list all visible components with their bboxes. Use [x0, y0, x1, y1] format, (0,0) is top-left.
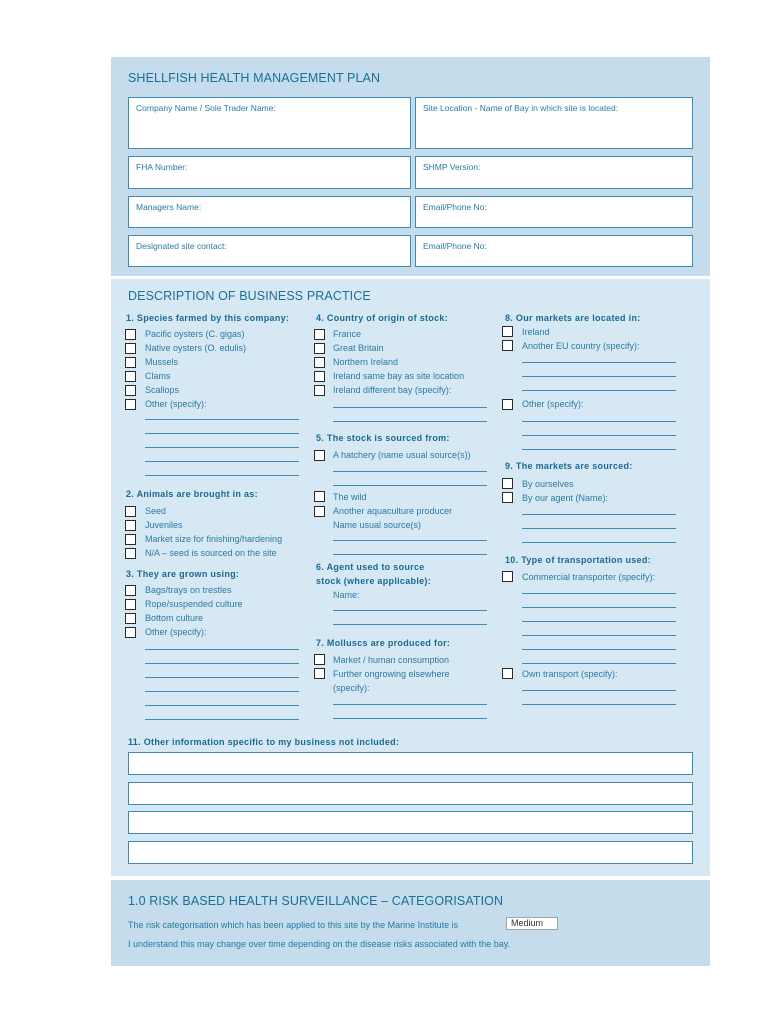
country-other-line[interactable] — [333, 421, 487, 422]
risk-section-title: 1.0 RISK BASED HEALTH SURVEILLANCE – CATEGORISATION — [128, 894, 504, 908]
grown-checkbox[interactable] — [125, 613, 136, 624]
country-option: France — [333, 329, 362, 339]
species-checkbox[interactable] — [125, 385, 136, 396]
country-option: Northern Ireland — [333, 357, 399, 367]
species-other-line[interactable] — [145, 475, 299, 476]
country-checkbox[interactable] — [314, 357, 325, 368]
country-checkbox[interactable] — [314, 385, 325, 396]
grown-option: Other (specify): — [145, 627, 207, 637]
grown-checkbox[interactable] — [125, 599, 136, 610]
agent-name-label: Name: — [333, 590, 360, 600]
risk-category-field[interactable]: Medium — [506, 917, 558, 930]
animals-checkbox[interactable] — [125, 506, 136, 517]
species-option: Scallops — [145, 385, 180, 395]
markets-heading: 8. Our markets are located in: — [505, 313, 641, 323]
animals-heading: 2. Animals are brought in as: — [126, 489, 258, 499]
business-section-title: DESCRIPTION OF BUSINESS PRACTICE — [128, 289, 371, 303]
produced-option: Further ongrowing elsewhere — [333, 669, 450, 679]
eu-option: Another EU country (specify): — [522, 341, 640, 351]
markets-other-checkbox[interactable] — [502, 399, 513, 410]
grown-checkbox[interactable] — [125, 585, 136, 596]
grown-option: Rope/suspended culture — [145, 599, 243, 609]
country-heading: 4. Country of origin of stock: — [316, 313, 448, 323]
produced-checkbox[interactable] — [314, 654, 325, 665]
produced-specify-label: (specify): — [333, 683, 370, 693]
species-other-line[interactable] — [145, 461, 299, 462]
eu-line[interactable] — [522, 362, 676, 363]
shmp-version-field[interactable]: SHMP Version: — [415, 156, 693, 189]
producer-line[interactable] — [333, 540, 487, 541]
eu-line[interactable] — [522, 376, 676, 377]
species-option: Pacific oysters (C. gigas) — [145, 329, 245, 339]
own-transport-line[interactable] — [522, 704, 676, 705]
agent-name-line[interactable] — [522, 528, 676, 529]
produced-checkbox[interactable] — [314, 668, 325, 679]
markets-other-line[interactable] — [522, 435, 676, 436]
species-other-line[interactable] — [145, 419, 299, 420]
produced-line[interactable] — [333, 704, 487, 705]
other-info-field[interactable] — [128, 841, 693, 864]
grown-option: Bags/trays on trestles — [145, 585, 232, 595]
animals-option: N/A – seed is sourced on the site — [145, 548, 277, 558]
country-other-line[interactable] — [333, 407, 487, 408]
grown-other-line[interactable] — [145, 705, 299, 706]
hatchery-checkbox[interactable] — [314, 450, 325, 461]
producer-checkbox[interactable] — [314, 506, 325, 517]
risk-surveillance-panel — [111, 880, 710, 966]
commercial-transport-checkbox[interactable] — [502, 571, 513, 582]
produced-line[interactable] — [333, 718, 487, 719]
grown-other-line[interactable] — [145, 719, 299, 720]
risk-statement: The risk categorisation which has been applied to this site by the Marine Institute is — [128, 920, 459, 930]
grown-checkbox[interactable] — [125, 627, 136, 638]
markets-other-option: Other (specify): — [522, 399, 584, 409]
animals-option: Juveniles — [145, 520, 183, 530]
agent-line[interactable] — [333, 610, 487, 611]
commercial-transport-option: Commercial transporter (specify): — [522, 572, 656, 582]
producer-sub-label: Name usual source(s) — [333, 520, 422, 530]
species-option: Clams — [145, 371, 171, 381]
other-info-heading: 11. Other information specific to my business not included: — [128, 737, 400, 747]
producer-line[interactable] — [333, 554, 487, 555]
species-checkbox[interactable] — [125, 371, 136, 382]
markets-other-line[interactable] — [522, 449, 676, 450]
animals-option: Seed — [145, 506, 167, 516]
transport-heading: 10. Type of transportation used: — [505, 555, 651, 565]
commercial-transport-line[interactable] — [522, 663, 676, 664]
country-option: Great Britain — [333, 343, 384, 353]
other-info-field[interactable] — [128, 752, 693, 775]
animals-option: Market size for finishing/hardening — [145, 534, 283, 544]
markets-sourced-option: By our agent (Name): — [522, 493, 609, 503]
commercial-transport-line[interactable] — [522, 593, 676, 594]
markets-sourced-heading: 9. The markets are sourced: — [505, 461, 633, 471]
form-title: SHELLFISH HEALTH MANAGEMENT PLAN — [128, 71, 381, 85]
produced-heading: 7. Molluscs are produced for: — [316, 638, 451, 648]
markets-sourced-checkbox[interactable] — [502, 478, 513, 489]
hatchery-line[interactable] — [333, 471, 487, 472]
agent-line[interactable] — [333, 624, 487, 625]
commercial-transport-line[interactable] — [522, 635, 676, 636]
site-location-field[interactable]: Site Location - Name of Bay in which site is located: — [415, 97, 693, 149]
markets-sourced-option: By ourselves — [522, 479, 574, 489]
species-option: Native oysters (O. edulis) — [145, 343, 247, 353]
grown-heading: 3. They are grown using: — [126, 569, 240, 579]
fha-number-field[interactable]: FHA Number: — [128, 156, 411, 189]
species-option: Mussels — [145, 357, 179, 367]
other-info-field[interactable] — [128, 811, 693, 834]
risk-acknowledgement: I understand this may change over time depending on the disease risks associated with the bay. — [128, 939, 511, 949]
agent-heading-2: stock (where applicable): — [316, 576, 432, 586]
country-checkbox[interactable] — [314, 343, 325, 354]
eu-line[interactable] — [522, 390, 676, 391]
agent-name-line[interactable] — [522, 514, 676, 515]
commercial-transport-line[interactable] — [522, 649, 676, 650]
producer-option: Another aquaculture producer — [333, 506, 453, 516]
species-other-line[interactable] — [145, 433, 299, 434]
country-option: Ireland same bay as site location — [333, 371, 465, 381]
agent-heading-1: 6. Agent used to source — [316, 562, 425, 572]
animals-checkbox[interactable] — [125, 548, 136, 559]
agent-name-line[interactable] — [522, 542, 676, 543]
animals-checkbox[interactable] — [125, 534, 136, 545]
produced-option: Market / human consumption — [333, 655, 450, 665]
own-transport-option: Own transport (specify): — [522, 669, 618, 679]
ireland-checkbox[interactable] — [502, 326, 513, 337]
hatchery-option: A hatchery (name usual source(s)) — [333, 450, 471, 460]
country-option: Ireland different bay (specify): — [333, 385, 452, 395]
grown-option: Bottom culture — [145, 613, 204, 623]
ireland-option: Ireland — [522, 327, 550, 337]
wild-option: The wild — [333, 492, 367, 502]
species-checkbox[interactable] — [125, 357, 136, 368]
site-contact-field[interactable]: Designated site contact: — [128, 235, 411, 267]
species-checkbox[interactable] — [125, 399, 136, 410]
site-info-panel — [111, 57, 710, 276]
markets-sourced-checkbox[interactable] — [502, 492, 513, 503]
grown-other-line[interactable] — [145, 663, 299, 664]
own-transport-checkbox[interactable] — [502, 668, 513, 679]
other-info-field[interactable] — [128, 782, 693, 805]
manager-email-phone-field[interactable]: Email/Phone No: — [415, 196, 693, 228]
country-checkbox[interactable] — [314, 329, 325, 340]
country-checkbox[interactable] — [314, 371, 325, 382]
species-checkbox[interactable] — [125, 343, 136, 354]
managers-name-field[interactable]: Managers Name: — [128, 196, 411, 228]
species-other-line[interactable] — [145, 447, 299, 448]
markets-other-line[interactable] — [522, 421, 676, 422]
commercial-transport-line[interactable] — [522, 621, 676, 622]
species-checkbox[interactable] — [125, 329, 136, 340]
animals-checkbox[interactable] — [125, 520, 136, 531]
company-name-field[interactable]: Company Name / Sole Trader Name: — [128, 97, 411, 149]
eu-checkbox[interactable] — [502, 340, 513, 351]
business-practice-panel — [111, 279, 710, 876]
wild-checkbox[interactable] — [314, 491, 325, 502]
grown-other-line[interactable] — [145, 691, 299, 692]
contact-email-phone-field[interactable]: Email/Phone No: — [415, 235, 693, 267]
species-option: Other (specify): — [145, 399, 207, 409]
hatchery-line[interactable] — [333, 485, 487, 486]
own-transport-line[interactable] — [522, 690, 676, 691]
sourced-heading: 5. The stock is sourced from: — [316, 433, 450, 443]
grown-other-line[interactable] — [145, 677, 299, 678]
commercial-transport-line[interactable] — [522, 607, 676, 608]
grown-other-line[interactable] — [145, 649, 299, 650]
species-heading: 1. Species farmed by this company: — [126, 313, 290, 323]
